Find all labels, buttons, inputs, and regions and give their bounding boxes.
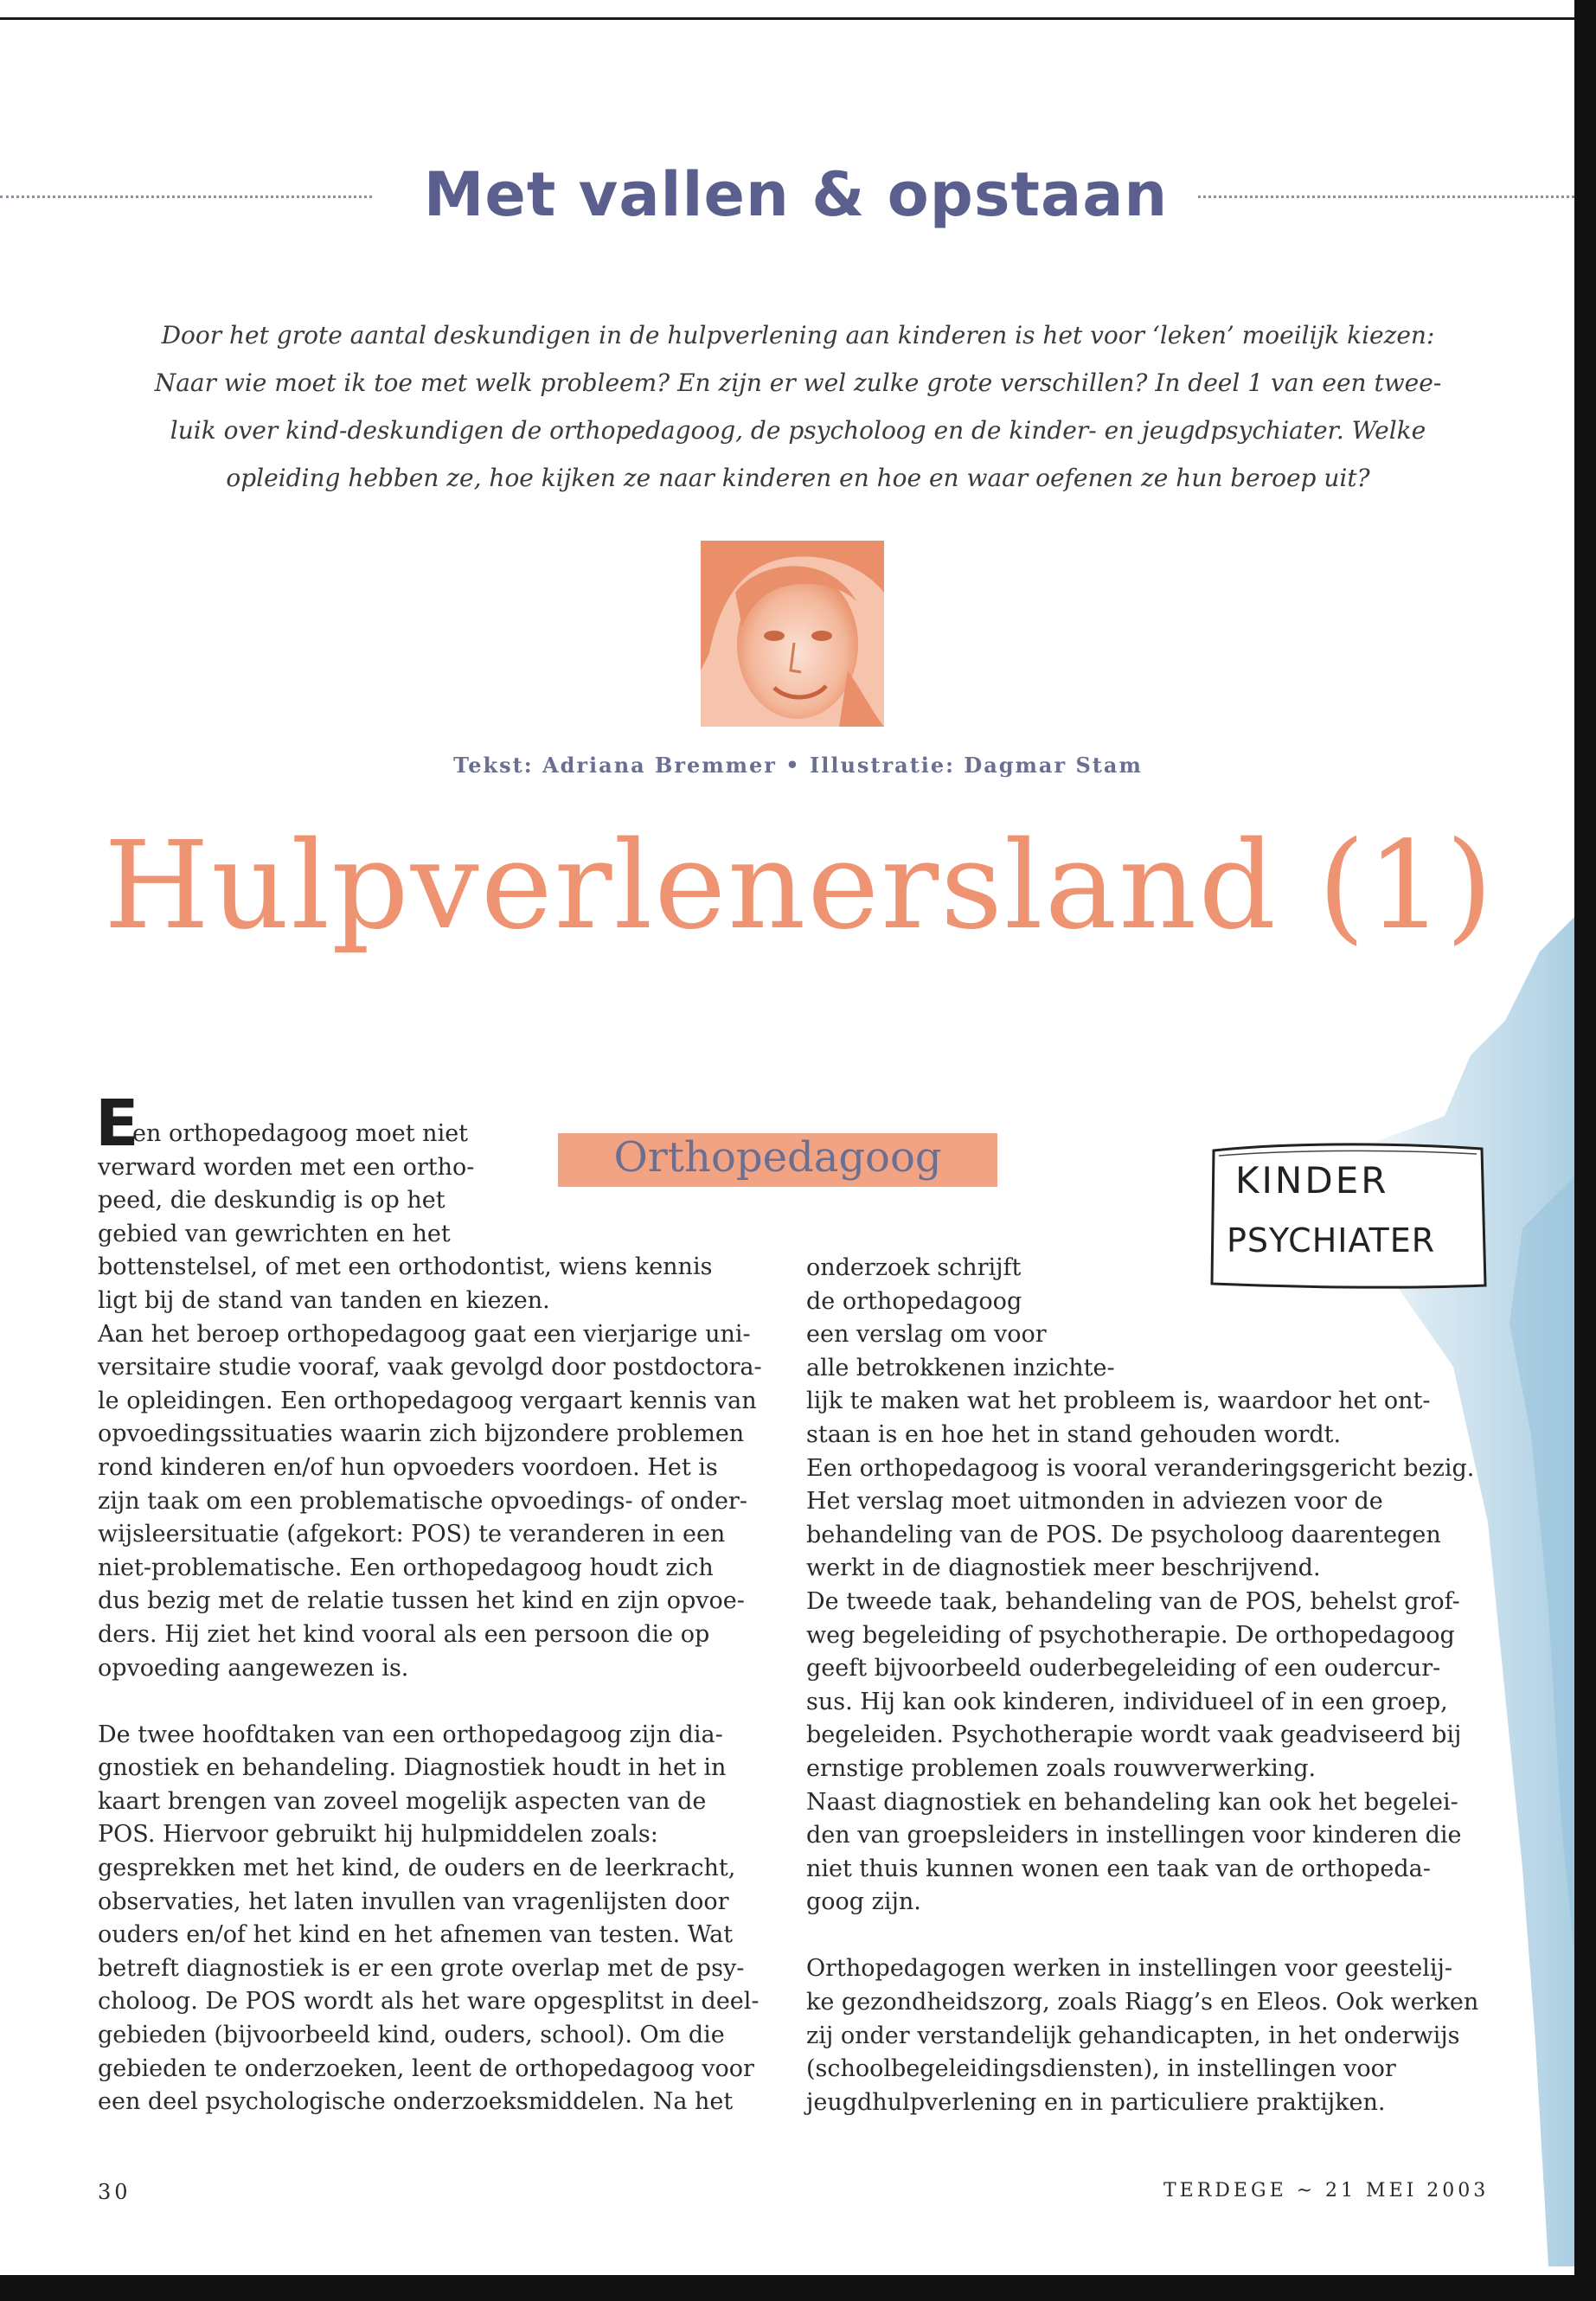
body-line: le opleidingen. Een orthopedagoog vergaart kennis van	[98, 1387, 757, 1414]
publication-footer: TERDEGE ~ 21 MEI 2003	[1163, 2180, 1490, 2202]
body-line: onderzoek schrijft	[806, 1254, 1022, 1281]
intro-paragraph	[130, 311, 1466, 502]
dotted-rule-right	[1198, 195, 1574, 198]
paragraph-gap	[806, 1920, 1478, 1953]
rubric-heading: Met vallen & opstaan	[423, 159, 1169, 230]
paragraph-gap	[98, 1685, 762, 1719]
body-line: zij onder verstandelijk gehandicapten, in het onderwijs	[806, 2022, 1460, 2049]
intro-line: Door het grote aantal deskundigen in de hulpverlening aan kinderen is het voor ‘leken’ moeilijk kiezen:	[161, 321, 1435, 349]
body-line: ke gezondheidszorg, zoals Riagg’s en Eleos. Ook werken	[806, 1989, 1479, 2016]
credit-line: Tekst: Adriana Bremmer • Illustratie: Dagmar Stam	[453, 753, 1143, 778]
body-line: opvoeding aangewezen is.	[98, 1654, 409, 1682]
body-line: wijsleersituatie (afgekort: POS) te veranderen in een	[98, 1521, 726, 1548]
article-title: Hulpverlenersland (1)	[104, 816, 1495, 957]
body-line: staan is en hoe het in stand gehouden wordt.	[806, 1420, 1342, 1448]
body-line: goog zijn.	[806, 1888, 921, 1916]
body-line: ders. Hij ziet het kind vooral als een persoon die op	[98, 1620, 710, 1648]
intro-line: Naar wie moet ik toe met welk probleem? En zijn er wel zulke grote verschillen? In deel 1 van een twee-	[154, 369, 1442, 397]
dotted-rule-left	[0, 195, 372, 198]
body-line: niet-problematische. Een orthopedagoog houdt zich	[98, 1554, 714, 1581]
body-line: verward worden met een ortho-	[98, 1153, 475, 1181]
body-line: observaties, het laten invullen van vragenlijsten door	[98, 1888, 729, 1915]
page-edge-bottom	[0, 2275, 1596, 2301]
body-line: lijk te maken wat het probleem is, waardoor het ont-	[806, 1388, 1431, 1415]
body-line: Aan het beroep orthopedagoog gaat een vierjarige uni-	[98, 1320, 751, 1348]
body-line: behandeling van de POS. De psycholoog daarentegen	[806, 1521, 1441, 1548]
body-line: choloog. De POS wordt als het ware opgesplitst in deel-	[98, 1988, 760, 2016]
page-number: 30	[98, 2180, 131, 2204]
body-line: gebieden te onderzoeken, leent de orthopedagoog voor	[98, 2054, 754, 2082]
body-line: Orthopedagogen werken in instellingen voor geestelij-	[806, 1955, 1453, 1983]
body-line: peed, die deskundig is op het	[98, 1187, 445, 1215]
body-line: jeugdhulpverlening en in particuliere praktijken.	[806, 2088, 1386, 2116]
body-line: De tweede taak, behandeling van de POS, behelst grof-	[806, 1587, 1460, 1615]
body-line: opvoedingssituaties waarin zich bijzondere problemen	[98, 1420, 745, 1448]
body-line: gnostiek en behandeling. Diagnostiek houdt in het in	[98, 1754, 727, 1782]
intro-line: opleiding hebben ze, hoe kijken ze naar kinderen en hoe en waar oefenen ze hun beroep uit?	[226, 464, 1370, 492]
body-line: gebieden (bijvoorbeeld kind, ouders, school). Om die	[98, 2022, 725, 2049]
body-line: rond kinderen en/of hun opvoeders voordoen. Het is	[98, 1453, 718, 1481]
article-column-left	[98, 1118, 762, 2119]
body-line: de orthopedagoog	[806, 1287, 1022, 1315]
body-line: Naast diagnostiek en behandeling kan ook het begelei-	[806, 1788, 1458, 1816]
body-line: sus. Hij kan ook kinderen, individueel of in een groep,	[806, 1688, 1448, 1715]
body-line: alle betrokkenen inzichte-	[806, 1354, 1115, 1381]
author-portrait	[701, 541, 884, 727]
intro-line: luik over kind-deskundigen de orthopedagoog, de psycholoog en de kinder- en jeugdpsychiater. Welke	[170, 416, 1426, 445]
body-line: ernstige problemen zoals rouwverwerking.	[806, 1754, 1317, 1782]
top-rule	[0, 17, 1596, 20]
body-line: werkt in de diagnostiek meer beschrijvend.	[806, 1554, 1321, 1582]
body-line: POS. Hiervoor gebruikt hij hulpmiddelen zoals:	[98, 1821, 658, 1849]
sign-text-line-1: KINDER	[1235, 1159, 1389, 1202]
section-label: Orthopedagoog	[613, 1133, 942, 1182]
body-line: betreft diagnostiek is er een grote overlap met de psy-	[98, 1954, 745, 1982]
body-line: zijn taak om een problematische opvoedings- of onder-	[98, 1487, 747, 1515]
body-line: geeft bijvoorbeeld ouderbegeleiding of een oudercur-	[806, 1655, 1441, 1682]
body-line: dus bezig met de relatie tussen het kind en zijn opvoe-	[98, 1587, 745, 1615]
body-line: (schoolbegeleidingsdiensten), in instellingen voor	[806, 2055, 1396, 2083]
body-line: Het verslag moet uitmonden in adviezen voor de	[806, 1488, 1383, 1516]
body-line: een verslag om voor	[806, 1321, 1047, 1349]
article-column-right	[806, 1252, 1478, 2119]
sign-text-line-2: PSYCHIATER	[1227, 1221, 1436, 1259]
body-line: gesprekken met het kind, de ouders en de leerkracht,	[98, 1855, 736, 1882]
body-line: Een orthopedagoog is vooral veranderingsgericht bezig.	[806, 1454, 1475, 1482]
body-line: ligt bij de stand van tanden en kiezen.	[98, 1286, 550, 1314]
body-line: De twee hoofdtaken van een orthopedagoog zijn dia-	[98, 1721, 723, 1748]
body-line: begeleiden. Psychotherapie wordt vaak geadviseerd bij	[806, 1721, 1462, 1749]
body-line: kaart brengen van zoveel mogelijk aspecten van de	[98, 1787, 707, 1815]
body-line: niet thuis kunnen wonen een taak van de orthopeda-	[806, 1855, 1431, 1882]
body-line: bottenstelsel, of met een orthodontist, wiens kennis	[98, 1253, 713, 1281]
body-line: gebied van gewrichten en het	[98, 1220, 451, 1247]
body-line: een deel psychologische onderzoeksmiddelen. Na het	[98, 2088, 734, 2116]
body-line: ouders en/of het kind en het afnemen van testen. Wat	[98, 1921, 734, 1949]
body-line: en orthopedagoog moet niet	[132, 1120, 469, 1147]
page-edge-right	[1574, 0, 1596, 2301]
body-line: versitaire studie vooraf, vaak gevolgd door postdoctora-	[98, 1354, 762, 1381]
drop-cap: E	[95, 1086, 139, 1161]
body-line: den van groepsleiders in instellingen voor kinderen die	[806, 1822, 1462, 1849]
body-line: weg begeleiding of psychotherapie. De orthopedagoog	[806, 1621, 1455, 1649]
